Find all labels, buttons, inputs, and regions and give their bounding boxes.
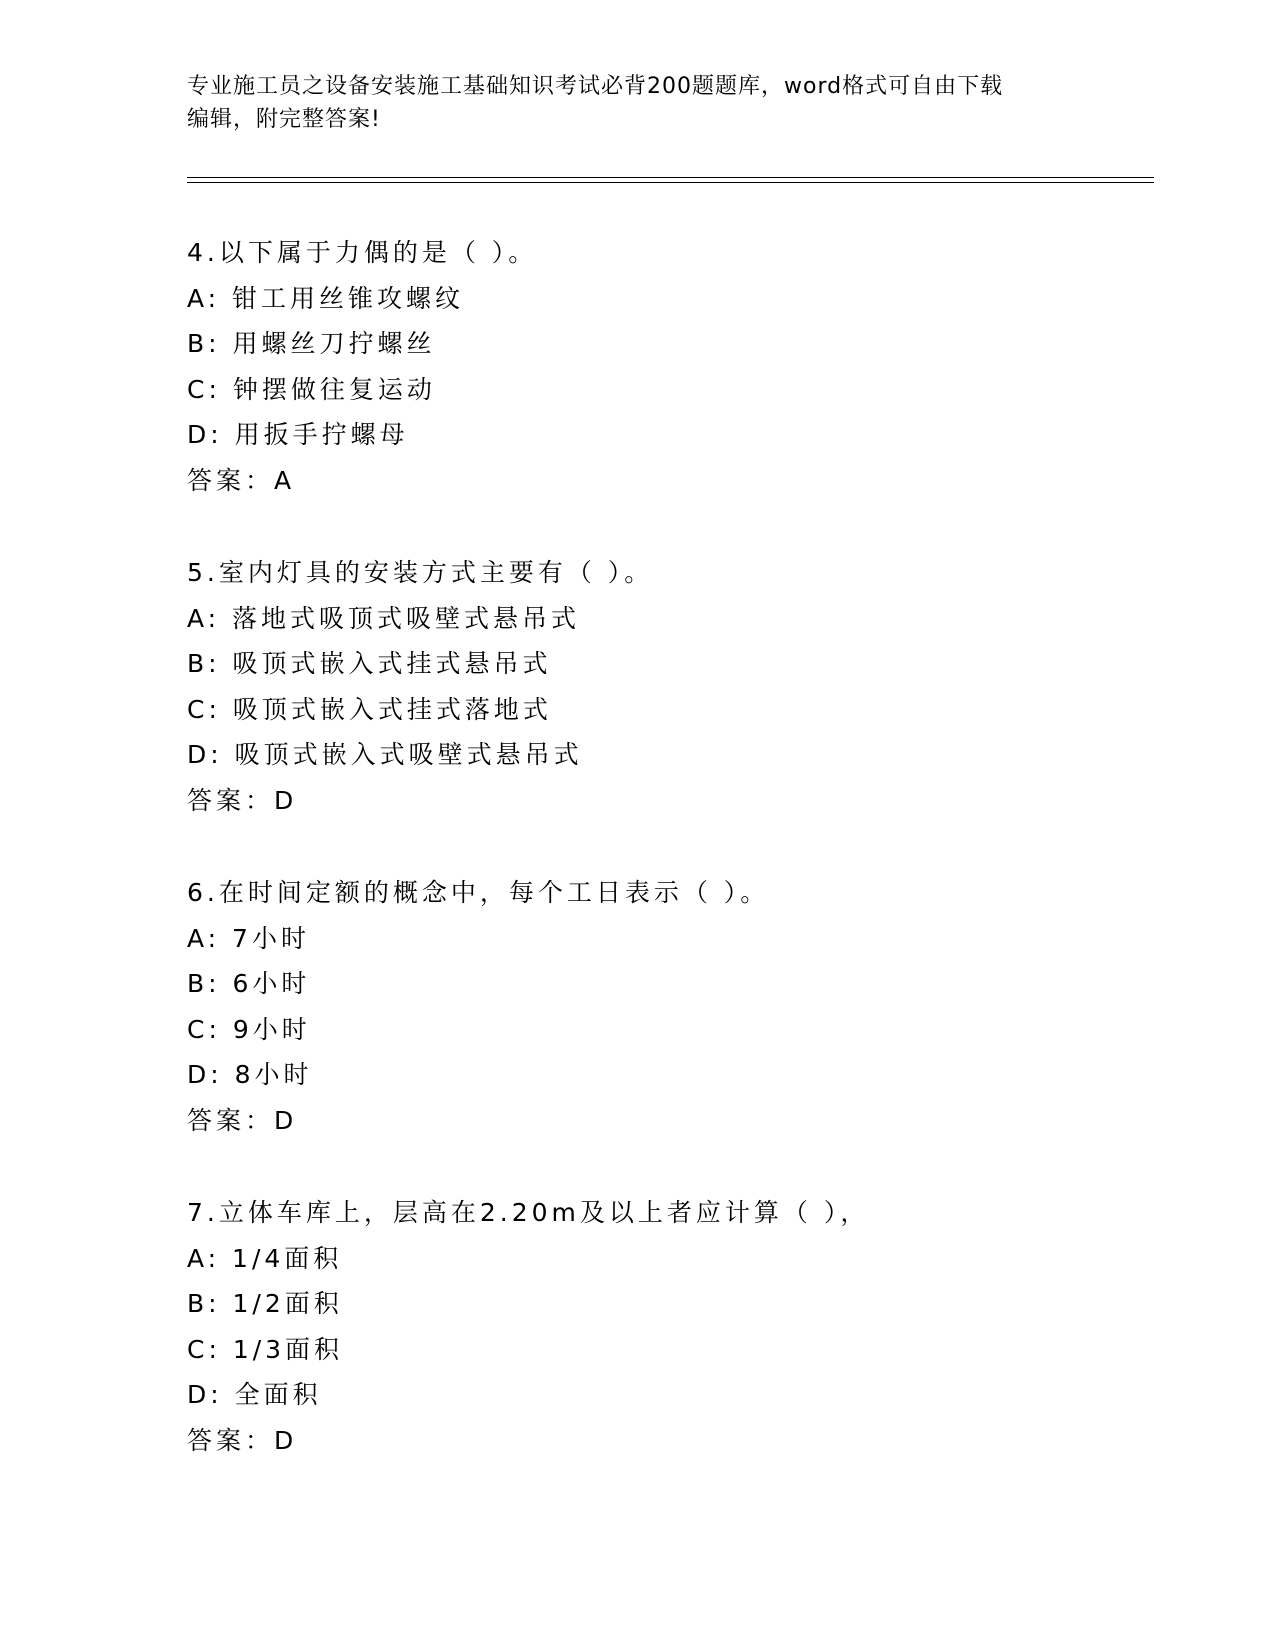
option-c: C: 9小时: [187, 1014, 311, 1044]
question-stem: 6.在时间定额的概念中，每个工日表示（ ）。: [187, 878, 770, 907]
option-c: C: 1/3面积: [187, 1334, 344, 1364]
option-b: B: 吸顶式嵌入式挂式悬吊式: [187, 649, 552, 678]
question-4: [187, 230, 1087, 503]
option-b: B: 1/2面积: [187, 1289, 343, 1318]
answer: 答案：D: [187, 1105, 298, 1135]
header-line-1: 专业施工员之设备安装施工基础知识考试必背200题题库，word格式可自由下载: [187, 74, 1004, 99]
header-line-2: 编辑，附完整答案!: [187, 107, 381, 132]
option-d: D: 8小时: [187, 1060, 313, 1089]
option-a: A: 钳工用丝锥攻螺纹: [187, 283, 465, 313]
header-divider-top: [187, 177, 1154, 178]
option-a: A: 7小时: [187, 923, 310, 953]
option-b: B: 用螺丝刀拧螺丝: [187, 329, 436, 358]
answer: 答案：D: [187, 785, 298, 815]
option-a: A: 1/4面积: [187, 1243, 343, 1273]
document-header: [187, 70, 1087, 136]
answer: 答案：D: [187, 1425, 298, 1455]
question-5: [187, 550, 1087, 823]
question-stem: 7.立体车库上，层高在2.20m及以上者应计算（ ），: [187, 1198, 870, 1227]
option-d: D: 吸顶式嵌入式吸壁式悬吊式: [187, 740, 583, 769]
option-c: C: 钟摆做往复运动: [187, 374, 436, 404]
option-c: C: 吸顶式嵌入式挂式落地式: [187, 694, 552, 724]
answer: 答案：A: [187, 465, 296, 495]
header-divider-bottom: [187, 182, 1154, 183]
option-b: B: 6小时: [187, 969, 311, 998]
question-7: [187, 1190, 1087, 1463]
question-6: [187, 870, 1087, 1143]
option-d: D: 用扳手拧螺母: [187, 420, 409, 449]
question-stem: 5.室内灯具的安装方式主要有（ ）。: [187, 558, 654, 587]
question-stem: 4.以下属于力偶的是（ ）。: [187, 238, 538, 267]
option-a: A: 落地式吸顶式吸壁式悬吊式: [187, 603, 581, 633]
option-d: D: 全面积: [187, 1380, 322, 1409]
